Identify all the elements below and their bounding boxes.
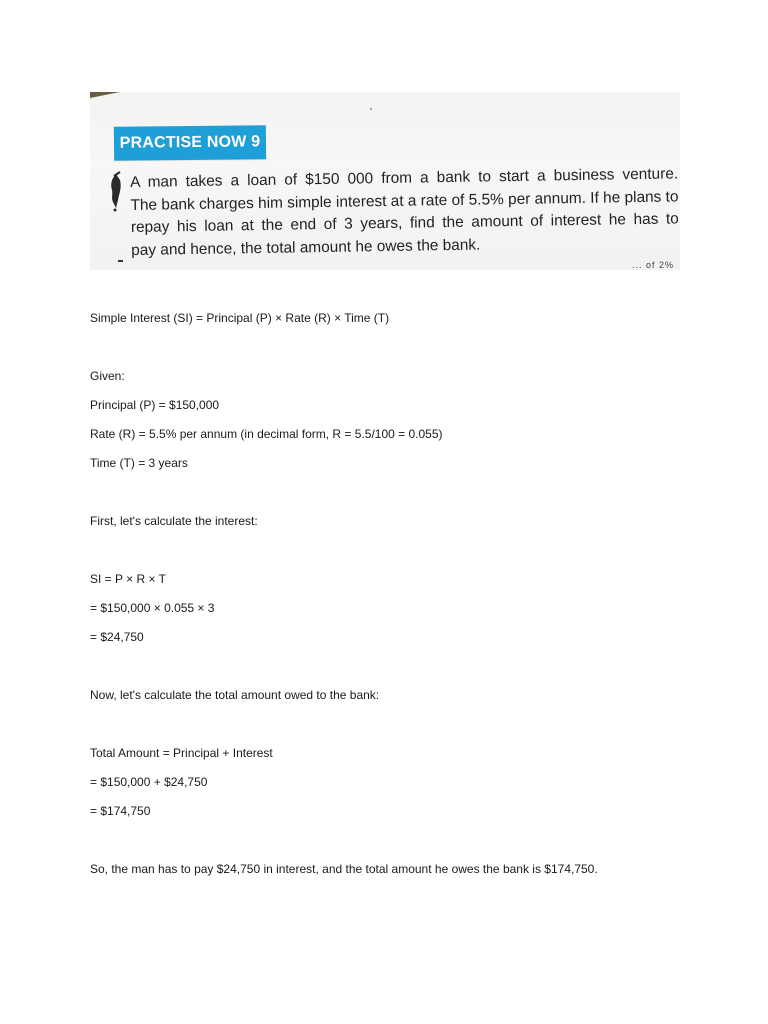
si-formula-definition: Simple Interest (SI) = Principal (P) × Rate (R) × Time (T) <box>90 311 390 325</box>
total-result: = $174,750 <box>90 804 151 818</box>
question-text <box>130 163 679 262</box>
scan-speck <box>370 108 372 110</box>
page-corner-shadow <box>90 92 120 98</box>
question-line: A man takes a loan of $150 000 from a bank to start a business venture. <box>130 165 679 191</box>
total-formula: Total Amount = Principal + Interest <box>90 746 273 760</box>
si-substitution: = $150,000 × 0.055 × 3 <box>90 601 215 615</box>
hand-pencil-icon <box>104 170 126 214</box>
conclusion: So, the man has to pay $24,750 in interest, and the total amount he owes the bank is $174,750. <box>90 862 598 876</box>
cut-off-text: ... of 2% <box>631 260 674 270</box>
given-rate: Rate (R) = 5.5% per annum (in decimal form, R = 5.5/100 = 0.055) <box>90 427 443 441</box>
si-formula: SI = P × R × T <box>90 572 166 586</box>
textbook-excerpt-image <box>90 92 680 270</box>
given-heading: Given: <box>90 369 125 383</box>
given-time: Time (T) = 3 years <box>90 456 188 470</box>
practise-now-badge: PRACTISE NOW 9 <box>114 125 266 161</box>
si-result: = $24,750 <box>90 630 144 644</box>
question-line: pay and hence, the total amount he owes the bank. <box>131 236 481 259</box>
question-line: repay his loan at the end of 3 years, find the amount of interest he has to <box>130 210 679 236</box>
interest-intro: First, let's calculate the interest: <box>90 514 258 528</box>
total-substitution: = $150,000 + $24,750 <box>90 775 208 789</box>
scan-bullet-mark <box>118 260 123 262</box>
question-line: The bank charges him simple interest at a rate of 5.5% per annum. If he plans to <box>130 187 679 214</box>
total-intro: Now, let's calculate the total amount owed to the bank: <box>90 688 380 702</box>
given-principal: Principal (P) = $150,000 <box>90 398 220 412</box>
